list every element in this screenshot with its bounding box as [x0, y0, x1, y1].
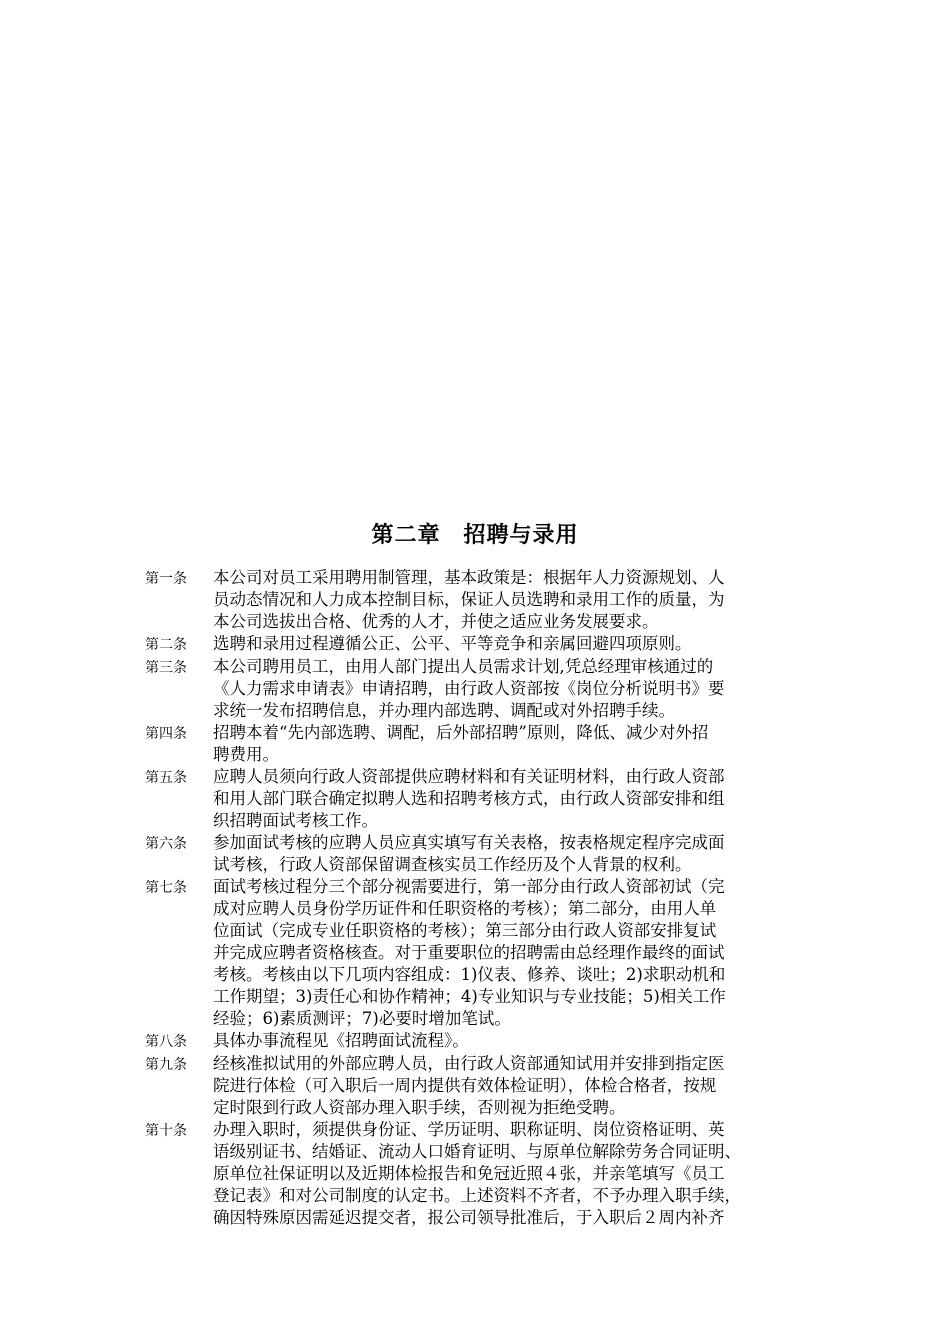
article-number: 第八条 [145, 1034, 187, 1050]
article-text-line: 考核。考核由以下几项内容组成：1)仪表、修养、谈吐；2)求职动机和 [213, 965, 726, 984]
article-item [145, 1053, 815, 1119]
article-text-line: 员动态情况和人力成本控制目标，保证人员选聘和录用工作的质量，为 [213, 590, 725, 609]
article-text [213, 766, 815, 832]
article-text [213, 1053, 815, 1119]
chapter-title: 第二章 招聘与录用 [371, 522, 579, 548]
article-number: 第六条 [145, 836, 187, 852]
article-text-line: 定时限到行政人资部办理入职手续，否则视为拒绝受聘。 [213, 1098, 626, 1117]
article-text-line: 经验；6)素质测评；7)必要时增加笔试。 [213, 1009, 511, 1028]
article-number: 第十条 [145, 1123, 187, 1139]
article-text-line: 位面试（完成专业任职资格的考核）；第三部分由行政人资部安排复试 [213, 921, 717, 940]
article-text-line: 具体办事流程见《招聘面试流程》。 [213, 1031, 469, 1050]
article-text-line: 参加面试考核的应聘人员应真实填写有关表格，按表格规定程序完成面 [213, 833, 725, 852]
article-number: 第七条 [145, 880, 187, 896]
article-item [145, 633, 815, 656]
article-item [145, 656, 815, 722]
article-text [213, 656, 815, 722]
article-number: 第五条 [145, 770, 187, 786]
article-item [145, 766, 815, 832]
article-item [145, 832, 815, 876]
article-text-line: 登记表》和对公司制度的认定书。上述资料不齐者，不予办理入职手续， [213, 1186, 741, 1205]
article-item [145, 567, 815, 633]
article-list [145, 567, 815, 1229]
article-text [213, 722, 815, 766]
article-number: 第二条 [145, 637, 187, 653]
article-item [145, 722, 815, 766]
article-text-line: 确因特殊原因需延迟提交者，报公司领导批准后，于入职后２周内补齐 [213, 1208, 725, 1227]
article-text-line: 面试考核过程分三个部分视需要进行，第一部分由行政人资部初试（完 [213, 877, 725, 896]
article-text [213, 832, 815, 876]
article-text-line: 本公司选拔出合格、优秀的人才，并使之适应业务发展要求。 [213, 612, 659, 631]
article-text-line: 和用人部门联合确定拟聘人选和招聘考核方式，由行政人资部安排和组 [213, 789, 725, 808]
article-item [145, 1119, 815, 1229]
article-text-line: 应聘人员须向行政人资部提供应聘材料和有关证明材料，由行政人资部 [213, 767, 725, 786]
article-text-line: 院进行体检（可入职后一周内提供有效体检证明），体检合格者，按规 [213, 1076, 717, 1095]
article-number: 第九条 [145, 1057, 187, 1073]
article-text [213, 567, 815, 633]
article-text-line: 织招聘面试考核工作。 [213, 811, 378, 830]
article-text [213, 876, 815, 1030]
article-text-line: 招聘本着“先内部选聘、调配，后外部招聘”原则，降低、减少对外招 [213, 723, 709, 742]
article-text [213, 633, 815, 655]
article-text-line: 选聘和录用过程遵循公正、公平、平等竞争和亲属回避四项原则。 [213, 634, 692, 653]
article-text-line: 经核准拟试用的外部应聘人员，由行政人资部通知试用并安排到指定医 [213, 1054, 725, 1073]
article-text-line: 成对应聘人员身份学历证件和任职资格的考核）；第二部分，由用人单 [213, 899, 717, 918]
article-text [213, 1119, 815, 1229]
article-number: 第四条 [145, 726, 187, 742]
article-item [145, 1030, 815, 1053]
article-number: 第一条 [145, 571, 187, 587]
article-text-line: 办理入职时，须提供身份证、学历证明、职称证明、岗位资格证明、英 [213, 1120, 725, 1139]
article-text-line: 原单位社保证明以及近期体检报告和免冠近照４张，并亲笔填写《员工 [213, 1164, 725, 1183]
article-text-line: 并完成应聘者资格核查。对于重要职位的招聘需由总经理作最终的面试 [213, 943, 725, 962]
article-text-line: 求统一发布招聘信息，并办理内部选聘、调配或对外招聘手续。 [213, 701, 675, 720]
article-text-line: 本公司聘用员工，由用人部门提出人员需求计划,凭总经理审核通过的 [213, 657, 714, 676]
article-text [213, 1030, 815, 1052]
article-text-line: 语级别证书、结婚证、流动人口婚育证明、与原单位解除劳务合同证明、 [213, 1142, 741, 1161]
article-text-line: 本公司对员工采用聘用制管理，基本政策是：根据年人力资源规划、人 [213, 568, 725, 587]
article-text-line: 聘费用。 [213, 745, 279, 764]
article-text-line: 《人力需求申请表》申请招聘，由行政人资部按《岗位分析说明书》要 [213, 679, 725, 698]
article-item [145, 876, 815, 1030]
article-number: 第三条 [145, 660, 187, 676]
article-text-line: 工作期望；3)责任心和协作精神；4)专业知识与专业技能；5)相关工作 [213, 987, 726, 1006]
article-text-line: 试考核，行政人资部保留调查核实员工作经历及个人背景的权利。 [213, 855, 692, 874]
